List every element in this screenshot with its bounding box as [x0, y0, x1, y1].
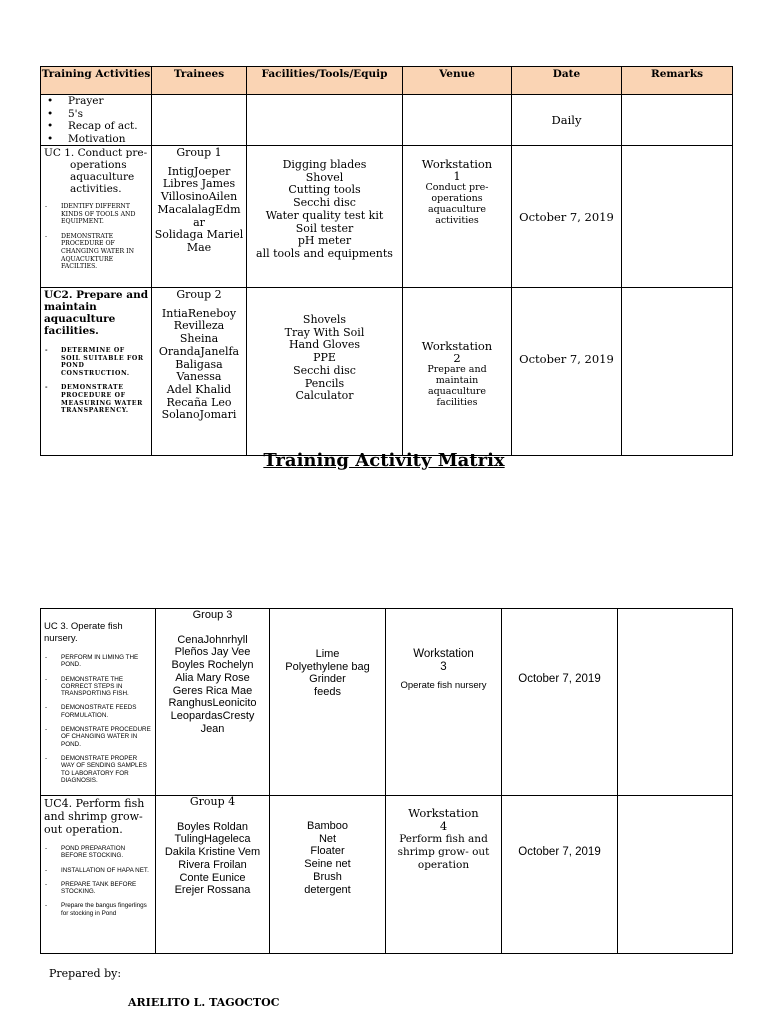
venue-number: 3 [440, 661, 447, 673]
facility-item: Grinder [309, 673, 346, 686]
facility-list [270, 648, 385, 699]
prepared-by-label: Prepared by: [49, 967, 122, 980]
venue-description: operation [417, 859, 470, 871]
group-label: Group 4 [189, 795, 236, 808]
facility-item: detergent [304, 883, 351, 896]
trainee-name: TulingHageleca [174, 833, 251, 846]
uc2-title: UC2. Prepare and maintain aquaculture facilities. [44, 289, 149, 337]
facility-item: Tray With Soil [284, 325, 365, 339]
uc4-row [41, 796, 733, 954]
trainee-list [156, 821, 269, 897]
uc1-subitems [41, 203, 151, 271]
venue-description: activities [435, 215, 479, 226]
trainee-name: Recaña Leo [166, 395, 232, 409]
header-trainees: Trainees [152, 67, 247, 95]
list-item: - DEMONSTRATE PROPER WAY OF SENDING SAMPLES TO LABORATORY FOR DIAGNOSIS. [45, 755, 151, 784]
group-label: Group 3 [192, 609, 233, 621]
trainee-name: MacalalagEdm [157, 202, 241, 216]
list-item: • Prayer [47, 95, 151, 108]
venue-description: aquaculture [427, 204, 487, 215]
trainee-name: Conte Eunice [179, 871, 246, 884]
trainee-name: OrandaJanelfa [158, 344, 240, 358]
uc1-facilities-cell [247, 146, 403, 288]
uc3-trainees-cell [156, 609, 270, 796]
venue-description: facilities [436, 397, 478, 408]
trainee-name: Solidaga Mariel [154, 228, 244, 242]
venue-title: Workstation [421, 339, 493, 353]
document-title: Training Activity Matrix [263, 450, 505, 471]
header-venue: Venue [403, 67, 512, 95]
uc1-date-cell: October 7, 2019 [512, 146, 622, 288]
uc1-trainees-cell [152, 146, 247, 288]
trainee-name: Rivera Froilan [178, 858, 247, 871]
facility-item: Floater [310, 845, 345, 858]
trainee-list [156, 634, 269, 736]
daily-remarks-cell [622, 95, 733, 146]
uc1-row [41, 146, 733, 288]
daily-activities-list [41, 95, 151, 145]
uc3-venue-cell [386, 609, 502, 796]
daily-facilities-cell [247, 95, 403, 146]
uc2-activity-cell [41, 288, 152, 456]
facility-item: pH meter [297, 234, 352, 248]
facility-item: PPE [313, 351, 336, 365]
trainee-name: Sheina [179, 332, 219, 346]
group-label: Group 1 [176, 146, 222, 159]
trainee-name: Mae [186, 240, 212, 254]
header-remarks: Remarks [622, 67, 733, 95]
uc2-date-cell: October 7, 2019 [512, 288, 622, 456]
trainee-name: Pleños Jay Vee [174, 646, 251, 659]
daily-venue-cell [403, 95, 512, 146]
uc3-activity-cell [41, 609, 156, 796]
signer-name: ARIELITO L. TAGOCTOC [128, 996, 280, 1009]
venue-number: 2 [453, 351, 461, 365]
list-item: - IDENTIFY DIFFERNT KINDS OF TOOLS AND EQUIPMENT. [45, 203, 147, 226]
table-header-row [41, 67, 733, 95]
trainee-name: Adel Khalid [166, 382, 232, 396]
list-item: • Recap of act. [47, 120, 151, 133]
list-item: - DEMONSTRATE PROCEDURE OF CHANGING WATER IN AQUACUKTURE FACILTIES. [45, 233, 147, 271]
uc2-venue-cell [403, 288, 512, 456]
facility-item: all tools and equipments [256, 246, 393, 260]
uc4-facilities-cell [270, 796, 386, 954]
trainee-list [152, 166, 246, 255]
uc3-facilities-cell [270, 609, 386, 796]
uc3-row [41, 609, 733, 796]
trainee-name: Jean [200, 722, 225, 735]
trainee-name: Dakila Kristine Vem [164, 846, 261, 859]
facility-item: Soil tester [295, 221, 354, 235]
facility-item: Secchi disc [293, 363, 356, 377]
venue-description: aquaculture [427, 386, 487, 397]
facility-item: Polyethylene bag [285, 660, 370, 673]
uc2-subitems [41, 347, 151, 415]
facility-item: feeds [314, 686, 341, 699]
trainee-name: CenaJohnrhyll [177, 633, 248, 646]
uc1-activity-cell [41, 146, 152, 288]
trainee-name: IntiaReneboy [161, 306, 237, 320]
trainee-name: Baligasa [175, 357, 223, 371]
list-item: - PREPARE TANK BEFORE STOCKING. [45, 881, 151, 896]
facility-list [247, 159, 402, 261]
facility-item: Calculator [295, 389, 354, 403]
trainee-list [152, 308, 246, 422]
venue-title: Workstation [413, 648, 474, 660]
uc4-subitems [41, 845, 155, 917]
venue-description: Prepare and [427, 364, 487, 375]
venue-description: maintain [435, 375, 479, 386]
list-item: - POND PREPARATION BEFORE STOCKING. [45, 845, 151, 860]
uc4-activity-cell [41, 796, 156, 954]
daily-date-cell: Daily [512, 95, 622, 146]
uc3-remarks-cell [618, 609, 733, 796]
trainee-name: Erejer Rossana [174, 884, 251, 897]
uc2-facilities-cell [247, 288, 403, 456]
header-training-activities: Training Activities [41, 67, 152, 95]
uc4-title: UC4. Perform fish and shrimp grow- out operation. [44, 797, 145, 836]
facility-item: Pencils [304, 376, 345, 390]
trainee-name: ar [193, 215, 205, 229]
facility-item: Shovels [302, 313, 347, 326]
list-item: - DEMONSTRATE PROCEDURE OF MEASURING WATER TRANSPARENCY. [45, 384, 147, 414]
daily-trainees-cell [152, 95, 247, 146]
facility-item: Bamboo [307, 820, 348, 832]
uc2-row [41, 288, 733, 456]
daily-row [41, 95, 733, 146]
trainee-name: Boyles Rochelyn [171, 659, 254, 672]
header-facilities: Facilities/Tools/Equip [247, 67, 403, 95]
facility-item: Brush [313, 870, 342, 883]
uc4-remarks-cell [618, 796, 733, 954]
trainee-name: Libres James [162, 177, 236, 191]
facility-item: Cutting tools [288, 183, 361, 197]
list-item: - DEMONSTRATE THE CORRECT STEPS IN TRANSPORTING FISH. [45, 676, 151, 698]
training-matrix-table-1 [40, 66, 733, 456]
uc3-title: UC 3. Operate fish nursery. [44, 621, 123, 644]
trainee-name: Revilleza [173, 319, 225, 333]
venue-number: 1 [453, 169, 461, 183]
facility-item: Seine net [304, 858, 351, 871]
uc4-trainees-cell [156, 796, 270, 954]
facility-item: Lime [315, 648, 340, 660]
venue-description: Operate fish nursery [400, 680, 487, 691]
venue-description: Conduct pre- [425, 182, 489, 193]
uc3-date-cell: October 7, 2019 [502, 609, 618, 796]
venue-title: Workstation [408, 806, 479, 820]
facility-item: Digging blades [282, 158, 367, 171]
list-item: • Motivation [47, 133, 151, 146]
trainee-name: SolanoJomari [161, 408, 237, 422]
list-item: • 5's [47, 108, 151, 121]
trainee-name: Boyles Roldan [177, 820, 248, 833]
trainee-name: Alia Mary Rose [175, 671, 250, 684]
list-item: - Prepare the bangus fingerlings for stocking in Pond [45, 902, 151, 917]
facility-item: Hand Gloves [288, 338, 361, 352]
venue-description: operations [431, 193, 483, 204]
uc3-subitems [41, 654, 155, 784]
list-item: - DEMONOSTRATE FEEDS FORMULATION. [45, 704, 151, 719]
daily-activities-cell [41, 95, 152, 146]
venue-title: Workstation [421, 157, 493, 171]
uc4-venue-cell [386, 796, 502, 954]
uc2-remarks-cell [622, 288, 733, 456]
venue-description: shrimp grow- out [397, 846, 490, 858]
uc4-date-cell: October 7, 2019 [502, 796, 618, 954]
header-date: Date [512, 67, 622, 95]
list-item: - DEMONSTRATE PROCEDURE OF CHANGING WATER IN POND. [45, 726, 151, 748]
trainee-name: IntigJoeper [167, 164, 231, 178]
uc1-title: UC 1. Conduct pre- operations aquaculture activities. [44, 147, 148, 195]
list-item: - PERFORM IN LIMING THE POND. [45, 654, 151, 669]
trainee-name: VillosinoAilen [160, 190, 238, 204]
facility-item: Secchi disc [293, 196, 356, 210]
uc1-venue-cell [403, 146, 512, 288]
facility-list [270, 820, 385, 896]
trainee-name: Vanessa [176, 370, 222, 384]
venue-description: Perform fish and [399, 833, 488, 845]
group-label: Group 2 [176, 288, 222, 301]
training-matrix-table-2 [40, 608, 733, 954]
list-item: - DETERMINE OF SOIL SUITABLE FOR POND CONSTRUCTION. [45, 347, 147, 377]
facility-list [247, 314, 402, 403]
facility-item: Water quality test kit [265, 208, 384, 222]
list-item: - INSTALLATION OF HAPA NET. [45, 867, 151, 874]
venue-number: 4 [439, 819, 448, 833]
trainee-name: LeopardasCresty [170, 709, 255, 722]
trainee-name: RanghusLeonicito [168, 697, 257, 710]
trainee-name: Geres Rica Mae [172, 684, 253, 697]
uc1-remarks-cell [622, 146, 733, 288]
uc2-trainees-cell [152, 288, 247, 456]
facility-item: Net [318, 832, 337, 845]
facility-item: Shovel [305, 170, 344, 184]
